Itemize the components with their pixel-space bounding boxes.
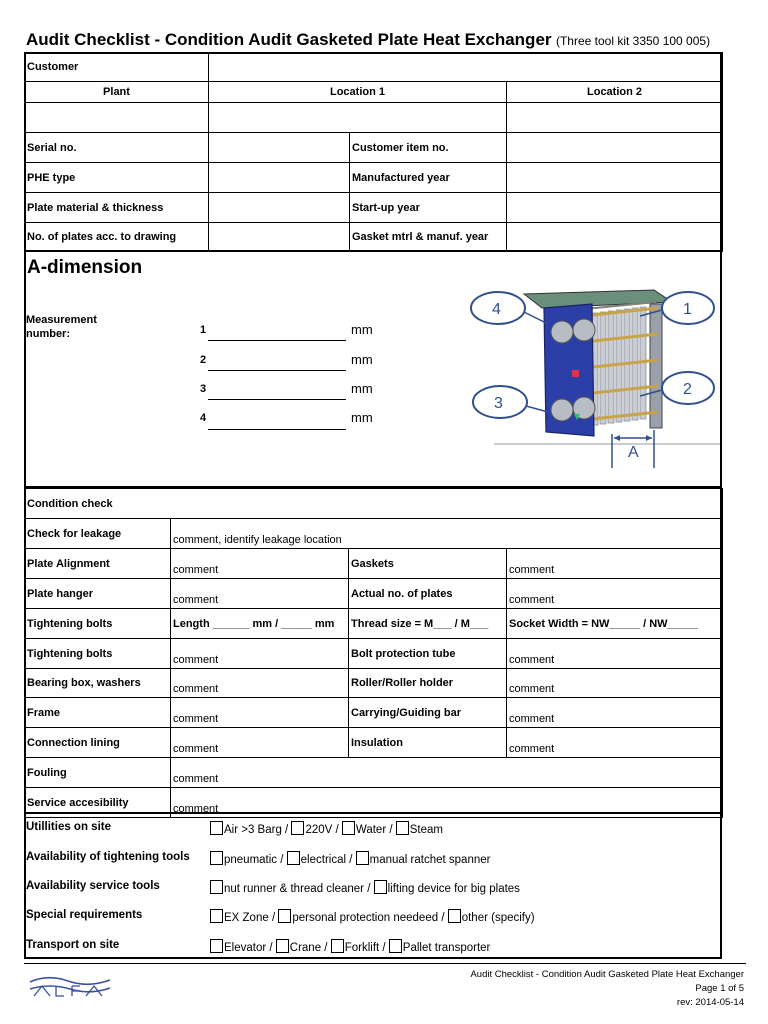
- air-option: Air >3 Barg /: [224, 824, 289, 836]
- utilities-options: [210, 821, 443, 836]
- unit-mm-4: mm: [351, 410, 373, 425]
- tightening-bolts-label-1: Tightening bolts: [25, 609, 171, 639]
- roller-comment[interactable]: comment: [507, 669, 723, 698]
- frame-label: Frame: [25, 698, 171, 728]
- gasket-material-field[interactable]: [507, 223, 723, 252]
- location2-field[interactable]: [507, 103, 723, 133]
- serial-field[interactable]: [209, 133, 350, 163]
- a-label: A: [628, 444, 639, 461]
- measurement-number-4: 4: [200, 412, 207, 424]
- customer-item-field[interactable]: [507, 133, 723, 163]
- plate-hanger-comment[interactable]: comment: [171, 579, 349, 609]
- a-dimension-section: [24, 250, 722, 488]
- forklift-checkbox[interactable]: [331, 939, 344, 953]
- callout-3: 3: [494, 395, 503, 412]
- socket-width-field[interactable]: Socket Width = NW_____ / NW_____: [507, 609, 723, 639]
- tool-kit-text: (Three tool kit 3350 100 005): [555, 34, 711, 48]
- water-option: Water /: [355, 824, 393, 836]
- special-requirements-options: [210, 909, 535, 924]
- phe-type-label: PHE type: [25, 163, 209, 193]
- callout-1: 1: [683, 301, 692, 318]
- footer-title: Audit Checklist - Condition Audit Gasketed Plate Heat Exchanger: [470, 969, 744, 980]
- gaskets-comment[interactable]: comment: [507, 549, 723, 579]
- page-number: Page 1 of 5: [695, 983, 744, 994]
- requirements-divider: [24, 812, 722, 814]
- service-tools-label: Availability service tools: [26, 880, 160, 892]
- plate-alignment-label: Plate Alignment: [25, 549, 171, 579]
- location1-header: Location 1: [209, 82, 507, 103]
- document-title: [26, 30, 710, 50]
- elevator-option: Elevator /: [224, 942, 273, 954]
- plate-material-label: Plate material & thickness: [25, 193, 209, 223]
- gasket-material-label: Gasket mtrl & manuf. year: [350, 223, 507, 252]
- connection-lining-comment[interactable]: comment: [171, 728, 349, 758]
- startup-year-label: Start-up year: [350, 193, 507, 223]
- plate-material-field[interactable]: [209, 193, 350, 223]
- measurement-number-1: 1: [200, 324, 207, 336]
- water-checkbox[interactable]: [342, 821, 355, 835]
- lifting-device-checkbox[interactable]: [374, 880, 387, 894]
- insulation-comment[interactable]: comment: [507, 728, 723, 758]
- forklift-option: Forklift /: [344, 942, 386, 954]
- unit-mm-2: mm: [351, 352, 373, 367]
- roller-label: Roller/Roller holder: [349, 669, 507, 698]
- bearing-box-comment[interactable]: comment: [171, 669, 349, 698]
- revision-date: rev: 2014-05-14: [676, 997, 744, 1008]
- measurement-number-2: 2: [200, 354, 207, 366]
- thread-size-field[interactable]: Thread size = M___ / M___: [349, 609, 507, 639]
- measurement-number-3: 3: [200, 383, 207, 395]
- measurement-2-input[interactable]: [208, 356, 346, 371]
- location2-header: Location 2: [507, 82, 723, 103]
- plant-field[interactable]: [25, 103, 209, 133]
- steam-option: Steam: [409, 824, 443, 836]
- bolt-protection-label: Bolt protection tube: [349, 639, 507, 669]
- customer-table: [24, 52, 723, 252]
- condition-heading: Condition check: [25, 489, 723, 519]
- electrical-checkbox[interactable]: [287, 851, 300, 865]
- plate-hanger-label: Plate hanger: [25, 579, 171, 609]
- tightening-bolts-label-2: Tightening bolts: [25, 639, 171, 669]
- ex-zone-option: EX Zone /: [224, 912, 276, 924]
- measurement-1-input[interactable]: [208, 326, 346, 341]
- nut-runner-option: nut runner & thread cleaner /: [224, 883, 371, 895]
- electrical-option: electrical /: [300, 854, 353, 866]
- transport-label: Transport on site: [26, 939, 120, 951]
- bearing-box-label: Bearing box, washers: [25, 669, 171, 698]
- tightening-tools-label: Availability of tightening tools: [26, 851, 190, 863]
- pallet-checkbox[interactable]: [389, 939, 402, 953]
- alfa-laval-logo: [28, 972, 112, 998]
- customer-name-field[interactable]: [209, 53, 723, 82]
- footer-rule: [24, 963, 746, 964]
- 220v-checkbox[interactable]: [291, 821, 304, 835]
- customer-heading: Customer: [25, 53, 209, 82]
- serial-label: Serial no.: [25, 133, 209, 163]
- carrying-bar-label: Carrying/Guiding bar: [349, 698, 507, 728]
- plant-header: Plant: [25, 82, 209, 103]
- transport-options: [210, 939, 490, 954]
- callout-2: 2: [683, 381, 692, 398]
- service-accessibility-comment[interactable]: comment: [171, 788, 723, 818]
- personal-protection-option: personal protection needeed /: [292, 912, 445, 924]
- measurement-label: Measurement number:: [26, 314, 97, 340]
- gaskets-label: Gaskets: [349, 549, 507, 579]
- plate-alignment-comment[interactable]: comment: [171, 549, 349, 579]
- pneumatic-option: pneumatic /: [224, 854, 284, 866]
- tightening-tools-options: [210, 851, 490, 866]
- fouling-comment[interactable]: comment: [171, 758, 723, 788]
- title-text: Audit Checklist - Condition Audit Gasketed Plate Heat Exchanger: [26, 30, 552, 49]
- other-option: other (specify): [461, 912, 535, 924]
- measurement-4-input[interactable]: [208, 415, 346, 430]
- manual-spanner-checkbox[interactable]: [356, 851, 369, 865]
- crane-checkbox[interactable]: [276, 939, 289, 953]
- pallet-option: Pallet transporter: [402, 942, 491, 954]
- ex-zone-checkbox[interactable]: [210, 909, 223, 923]
- leakage-comment-field[interactable]: comment, identify leakage location: [171, 519, 723, 549]
- customer-item-label: Customer item no.: [350, 133, 507, 163]
- lifting-device-option: lifting device for big plates: [387, 883, 520, 895]
- insulation-label: Insulation: [349, 728, 507, 758]
- unit-mm-3: mm: [351, 381, 373, 396]
- manual-spanner-option: manual ratchet spanner: [369, 854, 491, 866]
- other-checkbox[interactable]: [448, 909, 461, 923]
- leakage-label: Check for leakage: [25, 519, 171, 549]
- steam-checkbox[interactable]: [396, 821, 409, 835]
- personal-protection-checkbox[interactable]: [278, 909, 291, 923]
- air-checkbox[interactable]: [210, 821, 223, 835]
- elevator-checkbox[interactable]: [210, 939, 223, 953]
- unit-mm-1: mm: [351, 322, 373, 337]
- measurement-3-input[interactable]: [208, 385, 346, 400]
- fouling-label: Fouling: [25, 758, 171, 788]
- location1-field[interactable]: [209, 103, 507, 133]
- 220v-option: 220V /: [305, 824, 339, 836]
- phe-type-field[interactable]: [209, 163, 350, 193]
- special-requirements-label: Special requirements: [26, 909, 143, 921]
- manufactured-year-label: Manufactured year: [350, 163, 507, 193]
- actual-plates-label: Actual no. of plates: [349, 579, 507, 609]
- frame-comment[interactable]: comment: [171, 698, 349, 728]
- connection-lining-label: Connection lining: [25, 728, 171, 758]
- nut-runner-checkbox[interactable]: [210, 880, 223, 894]
- no-of-plates-label: No. of plates acc. to drawing: [25, 223, 209, 252]
- heat-exchanger-illustration: [444, 272, 720, 468]
- service-accessibility-label: Service accesibility: [25, 788, 171, 818]
- pneumatic-checkbox[interactable]: [210, 851, 223, 865]
- manufactured-year-field[interactable]: [507, 163, 723, 193]
- bolt-protection-comment[interactable]: comment: [507, 639, 723, 669]
- tightening-bolts-comment[interactable]: comment: [171, 639, 349, 669]
- utilities-label: Utillities on site: [26, 821, 111, 833]
- crane-option: Crane /: [289, 942, 328, 954]
- bolt-length-field[interactable]: Length ______ mm / _____ mm: [171, 609, 349, 639]
- a-dimension-heading: A-dimension: [27, 257, 143, 278]
- actual-plates-comment[interactable]: comment: [507, 579, 723, 609]
- no-of-plates-field[interactable]: [209, 223, 350, 252]
- carrying-bar-comment[interactable]: comment: [507, 698, 723, 728]
- footer-info: [470, 968, 744, 1010]
- callout-4: 4: [492, 301, 501, 318]
- service-tools-options: [210, 880, 520, 895]
- condition-table: [24, 488, 723, 818]
- startup-year-field[interactable]: [507, 193, 723, 223]
